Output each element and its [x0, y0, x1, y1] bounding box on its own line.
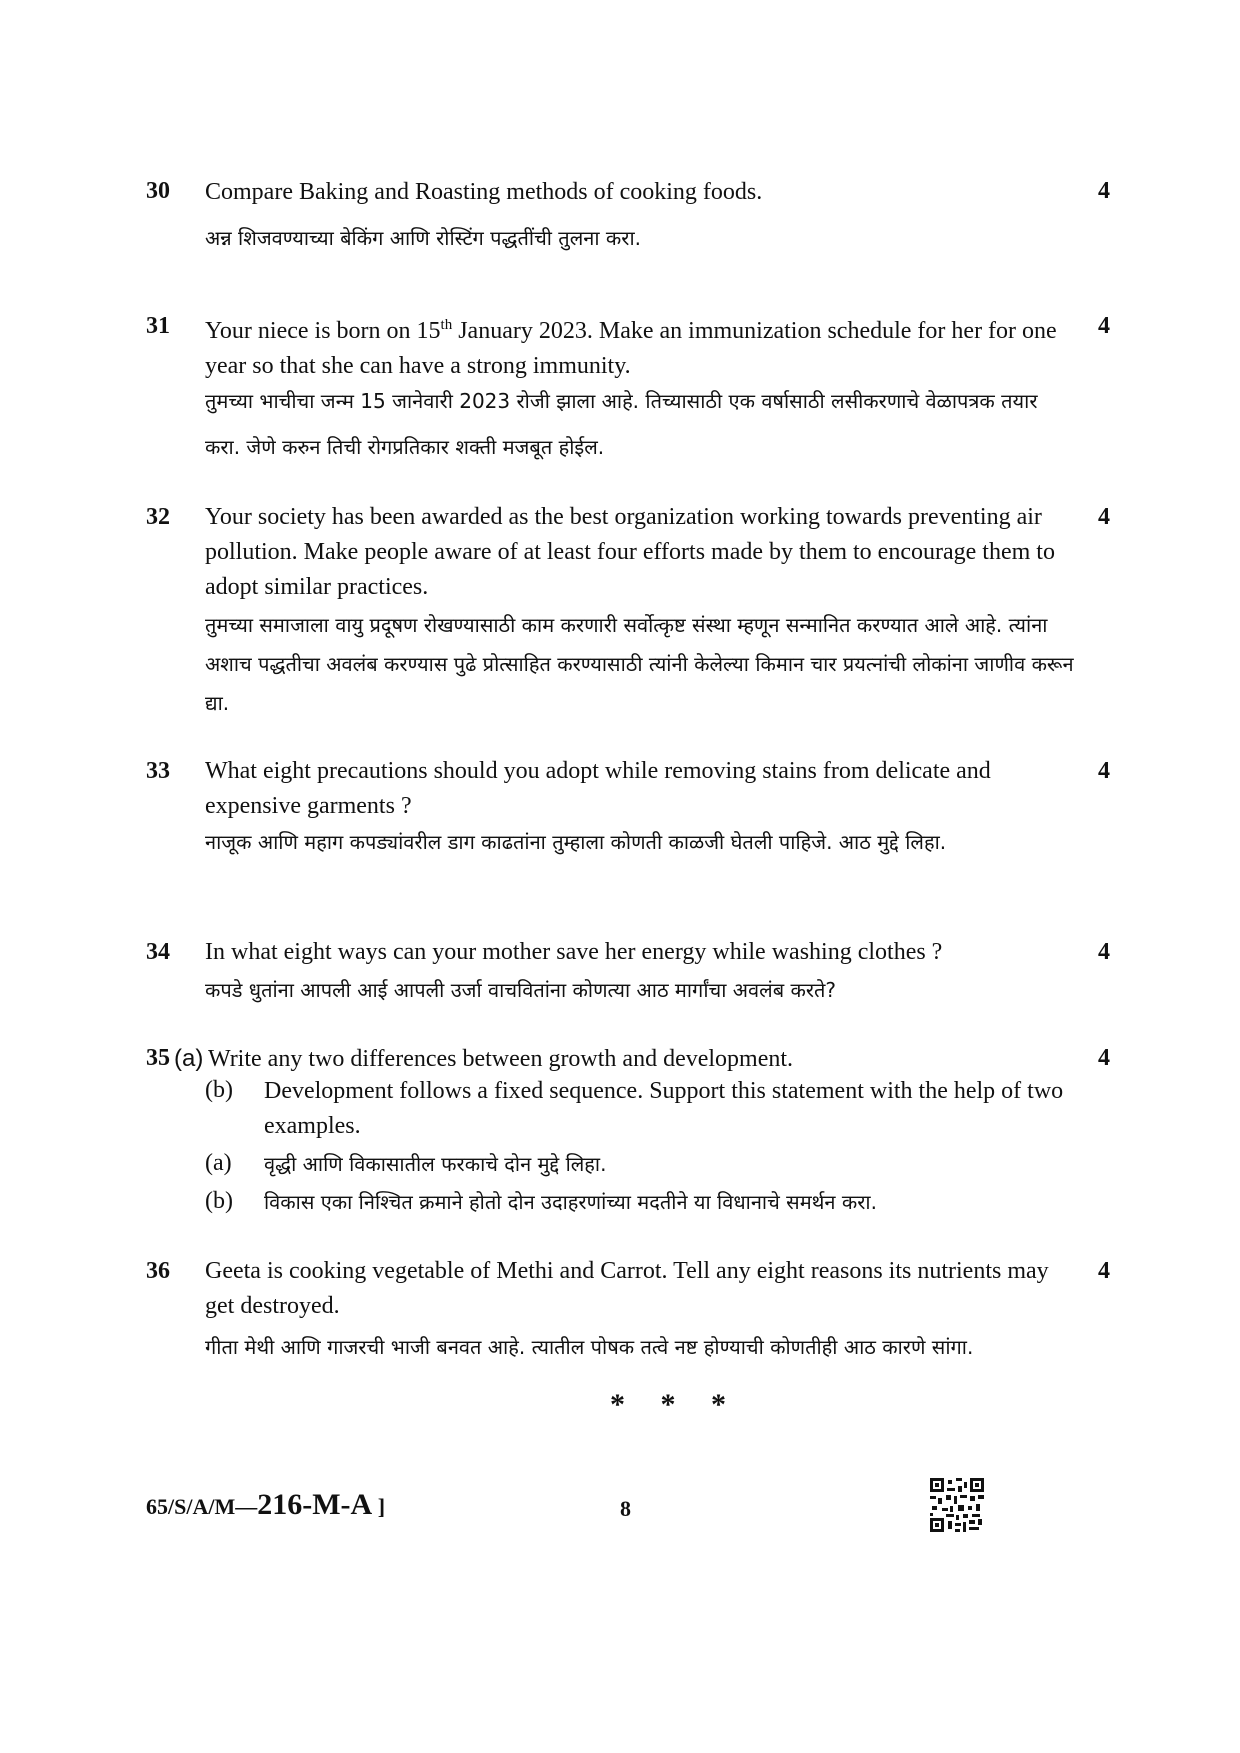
page-number: 8: [620, 1496, 631, 1521]
question-text-en: In what eight ways can your mother save her energy while washing clothes ?: [205, 939, 943, 965]
question-text-en: What eight precautions should you adopt while removing stains from delicate and expensive garments ?: [205, 758, 991, 819]
subpart-label: (b): [205, 1188, 233, 1214]
end-of-paper-marker: * * *: [610, 1388, 740, 1421]
question-marks: 4: [1098, 939, 1110, 965]
question-number: 35: [146, 1045, 170, 1071]
paper-code-suffix: ]: [372, 1494, 386, 1519]
question-text-hi: तुमच्या भाचीचा जन्म 15 जानेवारी 2023 रोजी झाला आहे. तिच्यासाठी एक वर्षासाठी लसीकरणाचे वेळापत्रक तयार करा. जेणे करुन तिची रोगप्रतिकार शक्ती मजबूत होईल.: [205, 389, 1038, 459]
question-marks: 4: [1098, 178, 1110, 204]
question-marks: 4: [1098, 504, 1110, 530]
subpart-text-hi: विकास एका निश्चित क्रमाने होतो दोन उदाहरणांच्या मदतीने या विधानाचे समर्थन करा.: [264, 1190, 877, 1214]
question-number: 34: [146, 939, 170, 965]
paper-code: [146, 1488, 385, 1522]
paper-code-main: 216-M-A: [257, 1488, 373, 1521]
question-marks: 4: [1098, 313, 1110, 339]
question-text-part: Your niece is born on 15: [205, 318, 441, 344]
subpart-label: (b): [205, 1077, 233, 1103]
paper-code-prefix: 65/S/A/M—: [146, 1494, 258, 1519]
subpart-text-hi: वृद्धी आणि विकासातील फरकाचे दोन मुद्दे लिहा.: [264, 1152, 607, 1176]
question-text-en: Compare Baking and Roasting methods of cooking foods.: [205, 179, 763, 205]
question-text-en: [205, 308, 1075, 384]
question-marks: 4: [1098, 758, 1110, 784]
question-marks: 4: [1098, 1258, 1110, 1284]
question-number: 32: [146, 504, 170, 530]
question-number: 33: [146, 758, 170, 784]
question-text-hi: गीता मेथी आणि गाजरची भाजी बनवत आहे. त्यातील पोषक तत्वे नष्ट होण्याची कोणतीही आठ कारणे सांगा.: [205, 1335, 974, 1359]
question-text-en: Geeta is cooking vegetable of Methi and Carrot. Tell any eight reasons its nutrients may get destroyed.: [205, 1258, 1049, 1319]
question-text-hi: तुमच्या समाजाला वायु प्रदूषण रोखण्यासाठी काम करणारी सर्वोत्कृष्ट संस्था म्हणून सन्मानित करण्यात आले आहे. त्यांना अशाच पद्धतीचा अवलंब करण्यास पुढे प्रोत्साहित करण्यासाठी त्यांनी केलेल्या किमान चार प्रयत्नांची लोकांना जाणीव करून द्या.: [205, 613, 1074, 715]
question-text-hi: कपडे धुतांना आपली आई आपली उर्जा वाचवितांना कोणत्या आठ मार्गांचा अवलंब करते?: [205, 978, 837, 1002]
subpart-label: (a): [174, 1045, 204, 1072]
subpart-label: (a): [205, 1150, 232, 1176]
question-text-part: January 2023. Make an immunization schedule for her for one year so that she can have a strong immunity.: [205, 318, 1057, 379]
question-text-en: Your society has been awarded as the best organization working towards preventing air pollution. Make people aware of at least four efforts made by them to encourage them to adopt similar practices.: [205, 504, 1055, 600]
qr-code-icon: [930, 1478, 984, 1532]
question-text-hi: अन्न शिजवण्याच्या बेकिंग आणि रोस्टिंग पद्धतींची तुलना करा.: [205, 226, 641, 250]
question-number: 30: [146, 178, 170, 204]
subpart-text-en: Write any two differences between growth and development.: [208, 1046, 794, 1072]
subpart-text-en: Development follows a fixed sequence. Support this statement with the help of two examples.: [264, 1078, 1064, 1139]
ordinal-superscript: th: [440, 317, 453, 333]
question-number: 31: [146, 313, 170, 339]
question-text-hi: नाजूक आणि महाग कपड्यांवरील डाग काढतांना तुम्हाला कोणती काळजी घेतली पाहिजे. आठ मुद्दे लिहा.: [205, 830, 947, 854]
question-marks: 4: [1098, 1045, 1110, 1071]
question-number: 36: [146, 1258, 170, 1284]
